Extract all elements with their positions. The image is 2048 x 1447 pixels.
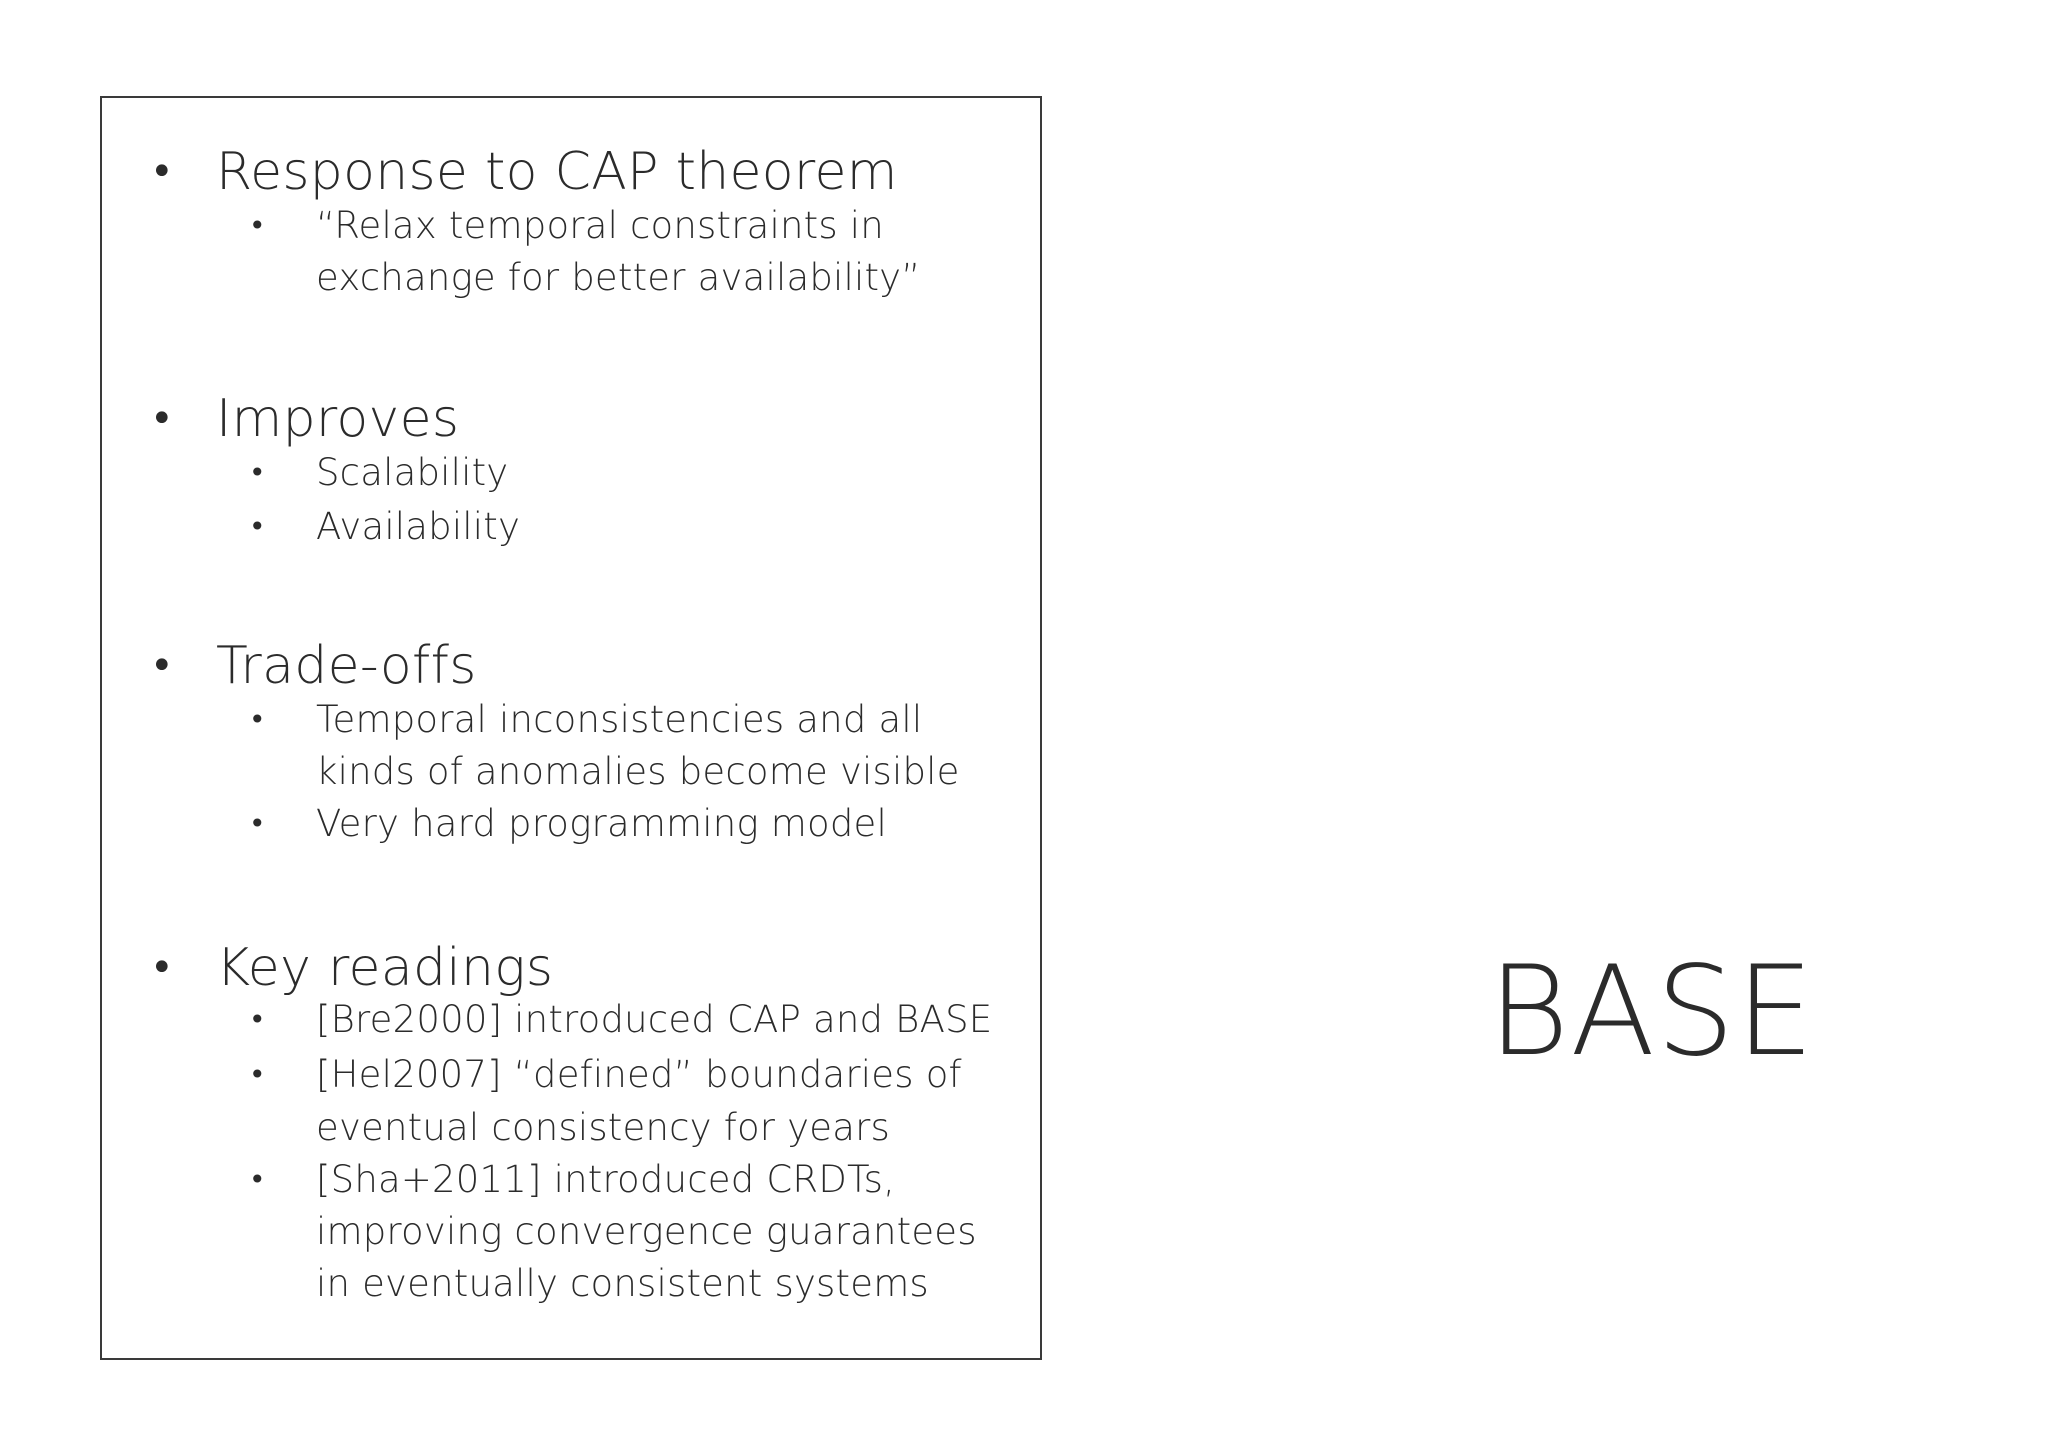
- sub-item-line: Very hard programming model: [316, 802, 888, 845]
- bullet-icon: •: [150, 396, 174, 442]
- sub-item-line: [Hel2007] “defined” boundaries of: [316, 1053, 962, 1096]
- sub-bullet-icon: •: [249, 1003, 266, 1036]
- section-heading: Improves: [216, 389, 460, 449]
- sub-bullet-icon: •: [249, 209, 266, 242]
- sub-bullet-icon: •: [249, 1058, 266, 1091]
- bullet-icon: •: [150, 643, 174, 689]
- sub-bullet-icon: •: [249, 807, 266, 840]
- sub-item-line: exchange for better availability”: [316, 256, 921, 299]
- sub-bullet-icon: •: [249, 703, 266, 736]
- bullet-list-box: [100, 96, 1042, 1360]
- section-heading: Key readings: [216, 938, 554, 998]
- bullet-icon: •: [150, 945, 174, 991]
- sub-item-line: kinds of anomalies become visible: [316, 750, 960, 793]
- sub-item-line: Availability: [316, 505, 521, 548]
- sub-item-line: Temporal inconsistencies and all: [316, 698, 923, 741]
- section-heading: Trade-offs: [216, 636, 477, 696]
- sub-item-line: eventual consistency for years: [316, 1106, 890, 1149]
- sub-item-line: “Relax temporal constraints in: [316, 204, 884, 247]
- section-heading: Response to CAP theorem: [216, 142, 898, 202]
- bullet-icon: •: [150, 149, 174, 195]
- sub-item-line: improving convergence guarantees: [316, 1210, 977, 1253]
- sub-item-line: in eventually consistent systems: [316, 1262, 929, 1305]
- slide-title: BASE: [1488, 940, 1816, 1084]
- sub-bullet-icon: •: [249, 1163, 266, 1196]
- sub-item-line: [Bre2000] introduced CAP and BASE: [316, 998, 993, 1041]
- sub-bullet-icon: •: [249, 510, 266, 543]
- sub-item-line: Scalability: [316, 451, 509, 494]
- sub-item-line: [Sha+2011] introduced CRDTs,: [316, 1158, 896, 1201]
- sub-bullet-icon: •: [249, 456, 266, 489]
